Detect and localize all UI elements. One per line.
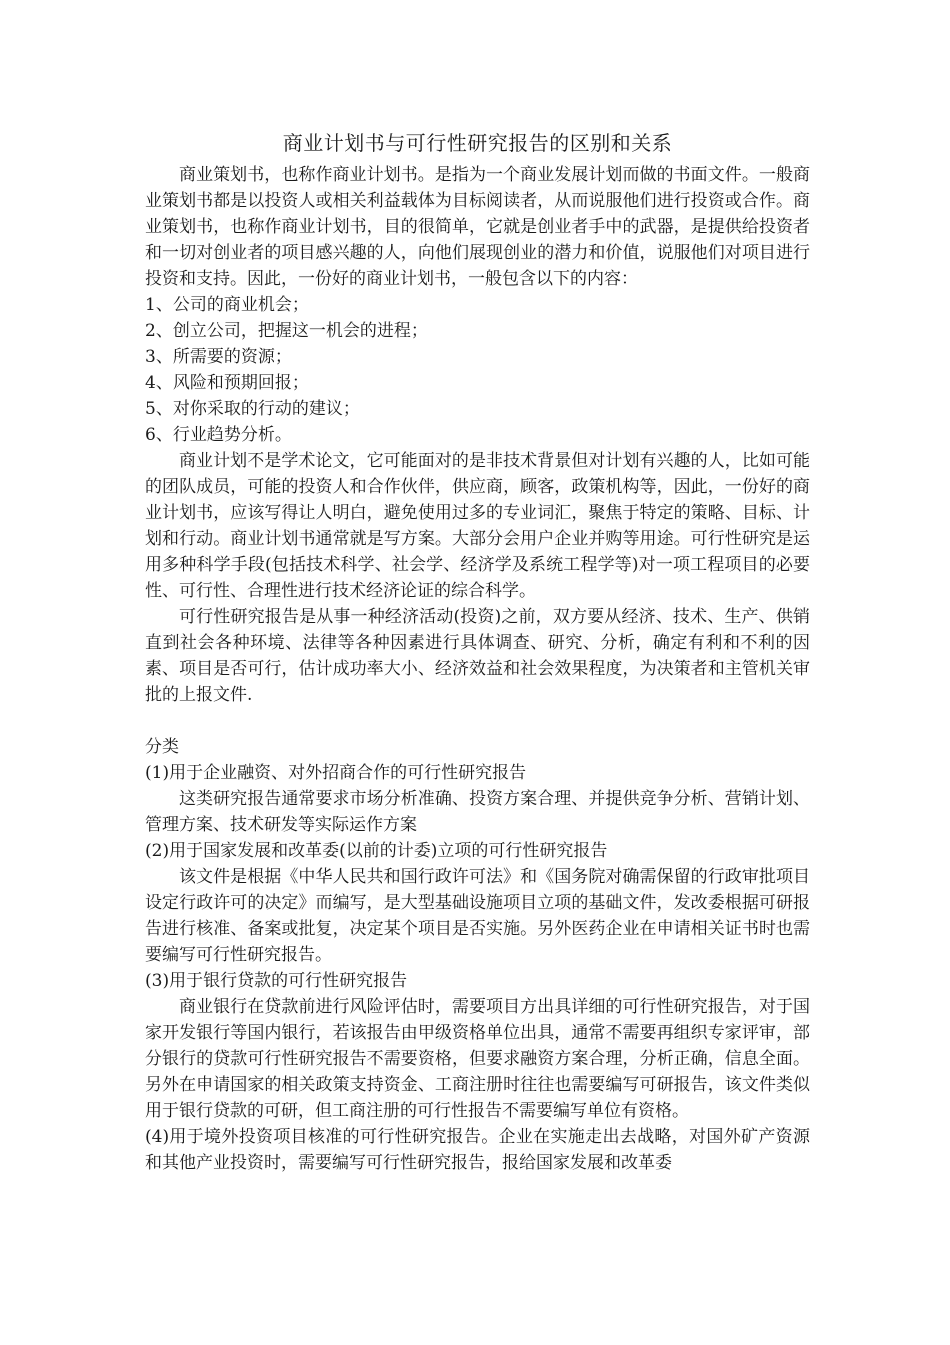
classification-item-3-body: 商业银行在贷款前进行风险评估时，需要项目方出具详细的可行性研究报告，对于国家开发银行等国内银行，若该报告由甲级资格单位出具，通常不需要再组织专家评审，部分银行的贷款可行性研究报告不需要资格，但要求融资方案合理，分析正确，信息全面。另外在申请国家的相关政策支持资金、工商注册时往往也需要编写可研报告，该文件类似用于银行贷款的可研，但工商注册的可行性报告不需要编写单位有资格。 (145, 997, 810, 1121)
list-item-2: 2、创立公司，把握这一机会的进程； (145, 321, 428, 341)
classification-item-2-title: (2)用于国家发展和改革委(以前的计委)立项的可行性研究报告 (145, 841, 608, 861)
list-item-5: 5、对你采取的行动的建议； (145, 399, 360, 419)
list-item-3: 3、所需要的资源； (145, 347, 292, 367)
feasibility-description-paragraph: 可行性研究报告是从事一种经济活动(投资)之前，双方要从经济、技术、生产、供销直到社会各种环境、法律等各种因素进行具体调查、研究、分析，确定有利和不利的因素、项目是否可行，估计成功率大小、经济效益和社会效果程度，为决策者和主管机关审批的上报文件. (145, 607, 810, 705)
list-item-6: 6、行业趋势分析。 (145, 425, 292, 445)
classification-item-1-body: 这类研究报告通常要求市场分析准确、投资方案合理、并提供竞争分析、营销计划、管理方案、技术研发等实际运作方案 (145, 789, 810, 835)
list-item-4: 4、风险和预期回报； (145, 373, 309, 393)
intro-paragraph: 商业策划书，也称作商业计划书。是指为一个商业发展计划而做的书面文件。一般商业策划书都是以投资人或相关利益载体为目标阅读者，从而说服他们进行投资或合作。商业策划书，也称作商业计划书，目的很简单，它就是创业者手中的武器，是提供给投资者和一切对创业者的项目感兴趣的人，向他们展现创业的潜力和价值，说服他们对项目进行投资和支持。因此，一份好的商业计划书，一般包含以下的内容： (145, 165, 810, 289)
document-title: 商业计划书与可行性研究报告的区别和关系 (282, 131, 673, 155)
classification-item-3-title: (3)用于银行贷款的可行性研究报告 (145, 971, 408, 991)
spacer (145, 708, 810, 734)
classification-item-2-body: 该文件是根据《中华人民共和国行政许可法》和《国务院对确需保留的行政审批项目设定行政许可的决定》而编写，是大型基础设施项目立项的基础文件，发改委根据可研报告进行核准、备案或批复，决定某个项目是否实施。另外医药企业在申请相关证书时也需要编写可行性研究报告。 (145, 867, 810, 965)
classification-item-4-text: (4)用于境外投资项目核准的可行性研究报告。企业在实施走出去战略，对国外矿产资源和其他产业投资时，需要编写可行性研究报告，报给国家发展和改革委 (145, 1127, 810, 1173)
classification-heading: 分类 (145, 737, 179, 757)
classification-item-1-title: (1)用于企业融资、对外招商合作的可行性研究报告 (145, 763, 527, 783)
document-page (145, 128, 810, 1176)
list-item-1: 1、公司的商业机会； (145, 295, 309, 315)
plan-description-paragraph: 商业计划不是学术论文，它可能面对的是非技术背景但对计划有兴趣的人，比如可能的团队成员，可能的投资人和合作伙伴，供应商，顾客，政策机构等，因此，一份好的商业计划书，应该写得让人明白，避免使用过多的专业词汇，聚焦于特定的策略、目标、计划和行动。商业计划书通常就是写方案。大部分会用户企业并购等用途。可行性研究是运用多种科学手段(包括技术科学、社会学、经济学及系统工程学等)对一项工程项目的必要性、可行性、合理性进行技术经济论证的综合科学。 (145, 451, 810, 601)
